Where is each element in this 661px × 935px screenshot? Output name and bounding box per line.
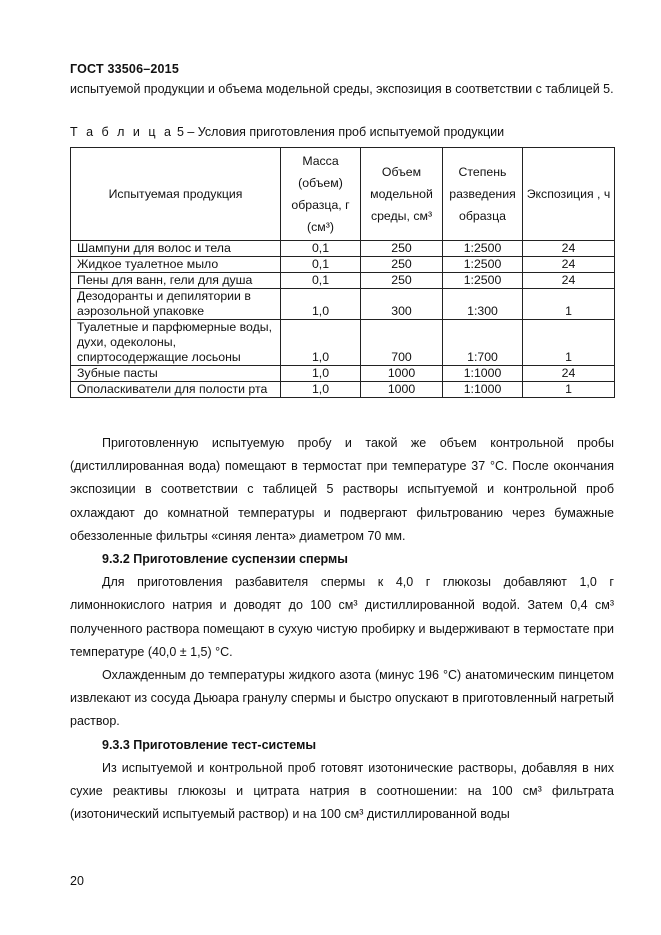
table-row [71, 241, 615, 257]
cell-exposure: 1 [523, 382, 615, 398]
cell-volume: 700 [361, 320, 443, 366]
column-header-product: Испытуемая продукция [71, 148, 281, 241]
table-row [71, 320, 615, 366]
paragraph-filtration: Приготовленную испытуемую пробу и такой же объем контрольной пробы (дистиллированная вода) помещают в термостат при температуре 37 °С. После окончания экспозиции в соответствии с таблицей 5 растворы испытуемой и контрольной проб охлаждают до комнатной температуры и подвергают фильтрованию через бумажные обеззоленные фильтры «синяя лента» диаметром 70 мм. [70, 436, 614, 543]
cell-volume: 250 [361, 241, 443, 257]
cell-product: Дезодоранты и депилятории в аэрозольной упаковке [71, 289, 281, 320]
cell-product: Шампуни для волос и тела [71, 241, 281, 257]
cell-mass: 0,1 [281, 257, 361, 273]
standard-header: ГОСТ 33506–2015 [70, 62, 179, 76]
cell-volume: 250 [361, 257, 443, 273]
cell-dilution: 1:1000 [443, 366, 523, 382]
cell-exposure: 24 [523, 273, 615, 289]
paragraph-granule: Охлажденным до температуры жидкого азота (минус 196 °С) анатомическим пинцетом извлекают из сосуда Дьюара гранулу спермы и быстро опускают в приготовленный нагретый раствор. [70, 668, 614, 729]
table-caption-label: Т а б л и ц а [70, 125, 174, 139]
table-row [71, 257, 615, 273]
cell-mass: 0,1 [281, 273, 361, 289]
table-caption [70, 125, 504, 139]
cell-mass: 1,0 [281, 289, 361, 320]
cell-exposure: 24 [523, 366, 615, 382]
cell-dilution: 1:1000 [443, 382, 523, 398]
cell-volume: 250 [361, 273, 443, 289]
table-row [71, 382, 615, 398]
column-header-medium-volume: Объем модельной среды, см³ [361, 148, 443, 241]
sample-conditions-table [70, 147, 615, 398]
cell-mass: 1,0 [281, 366, 361, 382]
main-text [70, 432, 614, 826]
cell-volume: 300 [361, 289, 443, 320]
cell-exposure: 24 [523, 241, 615, 257]
cell-product: Зубные пасты [71, 366, 281, 382]
cell-exposure: 1 [523, 289, 615, 320]
cell-product: Ополаскиватели для полости рта [71, 382, 281, 398]
page-number: 20 [70, 874, 84, 888]
cell-exposure: 1 [523, 320, 615, 366]
column-header-dilution: Степень разведения образца [443, 148, 523, 241]
cell-exposure: 24 [523, 257, 615, 273]
cell-product: Пены для ванн, гели для душа [71, 273, 281, 289]
section-heading-test-system: 9.3.3 Приготовление тест-системы [102, 737, 317, 752]
intro-paragraph: испытуемой продукции и объема модельной среды, экспозиция в соответствии с таблицей 5. [70, 82, 614, 96]
column-header-sample-mass: Масса (объем) образца, г (см³) [281, 148, 361, 241]
cell-volume: 1000 [361, 366, 443, 382]
cell-product: Туалетные и парфюмерные воды, духи, одеколоны, спиртосодержащие лосьоны [71, 320, 281, 366]
paragraph-isotonic: Из испытуемой и контрольной проб готовят изотонические растворы, добавляя в них сухие реактивы глюкозы и цитрата натрия в соотношении: на 100 см³ фильтрата (изотонический испытуемый раствор) и на 100 см³ дистиллированной воды [70, 760, 614, 822]
table-header-row [71, 148, 615, 241]
cell-dilution: 1:700 [443, 320, 523, 366]
cell-mass: 1,0 [281, 320, 361, 366]
section-heading-sperm-suspension: 9.3.2 Приготовление суспензии спермы [102, 552, 348, 567]
cell-dilution: 1:2500 [443, 273, 523, 289]
table-row [71, 289, 615, 320]
cell-mass: 1,0 [281, 382, 361, 398]
cell-dilution: 1:300 [443, 289, 523, 320]
table-row [71, 366, 615, 382]
table-caption-title: 5 – Условия приготовления проб испытуемой продукции [173, 125, 505, 139]
cell-mass: 0,1 [281, 241, 361, 257]
cell-product: Жидкое туалетное мыло [71, 257, 281, 273]
paragraph-diluent: Для приготовления разбавителя спермы к 4,0 г глюкозы добавляют 1,0 г лимоннокислого натрия и доводят до 100 см³ дистиллированной водой. Затем 0,4 см³ полученного раствора помещают в сухую чистую пробирку и выдерживают в термостате при температуре (40,0 ± 1,5) °С. [70, 575, 614, 659]
table-row [71, 273, 615, 289]
column-header-exposure: Экспозиция , ч [523, 148, 615, 241]
cell-volume: 1000 [361, 382, 443, 398]
cell-dilution: 1:2500 [443, 257, 523, 273]
cell-dilution: 1:2500 [443, 241, 523, 257]
